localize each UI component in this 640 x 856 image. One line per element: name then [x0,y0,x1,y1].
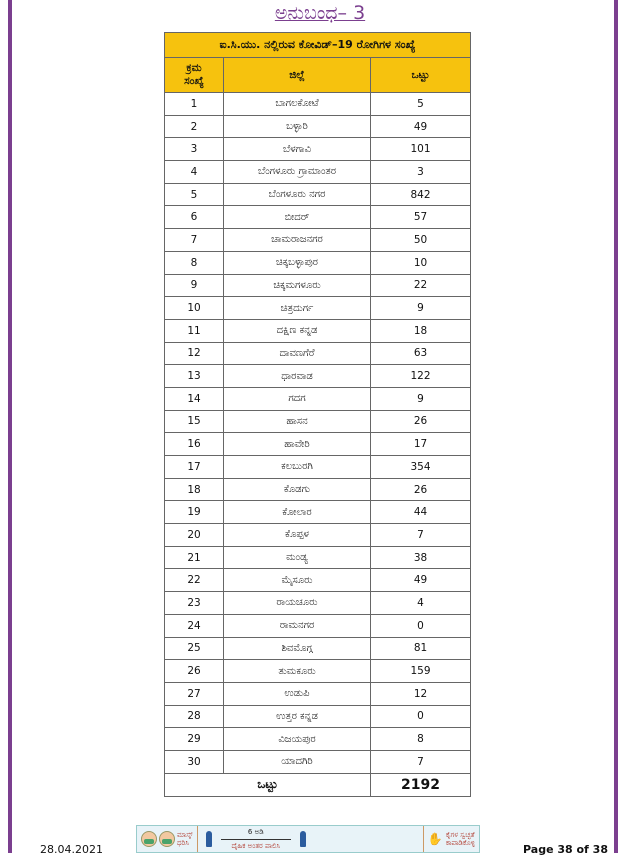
table-row [165,478,471,501]
header-serial-line2: ಸಂಖ್ಯೆ [184,75,204,87]
district-cell: ವಿಜಯಪುರ [224,728,371,751]
count-cell: 10 [371,251,471,274]
serial-cell: 6 [165,206,224,229]
district-cell: ಹಾವೇರಿ [224,433,371,456]
header-serial-line1: ಕ್ರಮ [186,62,202,74]
serial-cell: 14 [165,387,224,410]
district-cell: ಬೆಂಗಳೂರು ಗ್ರಾಮಾಂತರ [224,161,371,184]
serial-cell: 12 [165,342,224,365]
district-cell: ಶಿವಮೊಗ್ಗ [224,637,371,660]
table-row [165,115,471,138]
serial-cell: 13 [165,365,224,388]
district-cell: ದಕ್ಷಿಣ ಕನ್ನಡ [224,319,371,342]
district-cell: ಚಾಮರಾಜನಗರ [224,229,371,252]
district-cell: ರಾಮನಗರ [224,614,371,637]
person-icon [206,831,212,847]
count-cell: 49 [371,115,471,138]
count-cell: 9 [371,297,471,320]
footer-page-number [523,843,608,856]
table-row [165,161,471,184]
annex-title: ಅನುಬಂಧ– 3 [274,2,366,24]
table-row [165,728,471,751]
district-cell: ಗದಗ [224,387,371,410]
count-cell: 22 [371,274,471,297]
table-row [165,682,471,705]
wash-segment [423,826,479,852]
header-district: ಜಿಲ್ಲೆ [224,58,371,93]
serial-cell: 23 [165,592,224,615]
table-row [165,342,471,365]
count-cell: 0 [371,705,471,728]
serial-cell: 20 [165,524,224,547]
serial-cell: 17 [165,456,224,479]
district-cell: ಕೋಲಾರ [224,501,371,524]
district-cell: ರಾಯಚೂರು [224,592,371,615]
total-label: ಒಟ್ಟು [165,773,371,796]
serial-cell: 21 [165,546,224,569]
distance-value: 6 ಅಡಿ [247,827,264,836]
district-cell: ಬಳ್ಳಾರಿ [224,115,371,138]
district-cell: ಕೊಡಗು [224,478,371,501]
masked-face-icon [141,831,157,847]
table-title: ಐ.ಸಿ.ಯು. ನಲ್ಲಿರುವ ಕೋವಿಡ್–19 ರೋಗಿಗಳ ಸಂಖ್ಯೆ [165,33,471,58]
count-cell: 12 [371,682,471,705]
district-cell: ಉತ್ತರ ಕನ್ನಡ [224,705,371,728]
district-cell: ಮೈಸೂರು [224,569,371,592]
count-cell: 4 [371,592,471,615]
district-cell: ಕಲಬುರಗಿ [224,456,371,479]
serial-cell: 1 [165,93,224,116]
district-cell: ಬೆಂಗಳೂರು ನಗರ [224,183,371,206]
table-row [165,297,471,320]
masked-face-icon [159,831,175,847]
table-row [165,138,471,161]
table-body [165,93,471,774]
mask-segment [137,826,197,852]
header-serial [165,58,224,93]
district-cell: ಯಾದಗಿರಿ [224,750,371,773]
serial-cell: 16 [165,433,224,456]
serial-cell: 29 [165,728,224,751]
count-cell: 44 [371,501,471,524]
table-row [165,592,471,615]
district-cell: ಬಾಗಲಕೋಟೆ [224,93,371,116]
table-row [165,501,471,524]
serial-cell: 2 [165,115,224,138]
total-value: 2192 [371,773,471,796]
footer-date: 28.04.2021 [40,843,103,856]
wash-text-2: ಕಾಪಾಡಿಕೊಳ್ಳಿ [445,839,475,847]
table-row [165,365,471,388]
table-row [165,750,471,773]
count-cell: 63 [371,342,471,365]
table-row [165,319,471,342]
distance-segment [197,826,423,852]
footer-page-text: Page 38 of 38 [523,843,608,856]
count-cell: 8 [371,728,471,751]
serial-cell: 9 [165,274,224,297]
district-cell: ಚಿಕ್ಕಬಳ್ಳಾಪುರ [224,251,371,274]
district-cell: ಮಂಡ್ಯ [224,546,371,569]
table-row [165,524,471,547]
table-row [165,660,471,683]
serial-cell: 25 [165,637,224,660]
wash-text-1: ಕೈಗಳ ಸ್ವಚ್ಛತೆ [445,831,475,839]
table-row [165,251,471,274]
count-cell: 9 [371,387,471,410]
table-row [165,456,471,479]
district-cell: ಧಾರವಾಡ [224,365,371,388]
count-cell: 7 [371,524,471,547]
serial-cell: 24 [165,614,224,637]
count-cell: 81 [371,637,471,660]
count-cell: 0 [371,614,471,637]
header-total: ಒಟ್ಟು [371,58,471,93]
district-cell: ಚಿತ್ರದುರ್ಗ [224,297,371,320]
district-cell: ಹಾಸನ [224,410,371,433]
district-cell: ಚಿಕ್ಕಮಗಳೂರು [224,274,371,297]
count-cell: 38 [371,546,471,569]
table-row [165,569,471,592]
district-cell: ದಾವಣಗೆರೆ [224,342,371,365]
table-row [165,546,471,569]
serial-cell: 30 [165,750,224,773]
mask-text-1: ಮಾಸ್ಕ್ [177,831,193,839]
count-cell: 842 [371,183,471,206]
table-row [165,229,471,252]
covid-awareness-banner [136,825,480,853]
serial-cell: 5 [165,183,224,206]
count-cell: 7 [371,750,471,773]
serial-cell: 26 [165,660,224,683]
count-cell: 26 [371,410,471,433]
serial-cell: 22 [165,569,224,592]
district-cell: ಬೆಳಗಾವಿ [224,138,371,161]
serial-cell: 10 [165,297,224,320]
serial-cell: 11 [165,319,224,342]
serial-cell: 3 [165,138,224,161]
district-cell: ಕೊಪ್ಪಳ [224,524,371,547]
table-row [165,705,471,728]
table-row [165,637,471,660]
arrow-line-icon [221,839,291,840]
distance-text: ದೈಹಿಕ ಅಂತರ ಪಾಲಿಸಿ [231,841,281,850]
count-cell: 57 [371,206,471,229]
count-cell: 49 [371,569,471,592]
serial-cell: 7 [165,229,224,252]
person-icon [300,831,306,847]
count-cell: 17 [371,433,471,456]
district-cell: ಬೀದರ್ [224,206,371,229]
count-cell: 26 [371,478,471,501]
table-row [165,183,471,206]
table-row [165,614,471,637]
count-cell: 5 [371,93,471,116]
table-row [165,410,471,433]
mask-text-2: ಧರಿಸಿ [177,839,189,847]
serial-cell: 27 [165,682,224,705]
count-cell: 50 [371,229,471,252]
district-cell: ತುಮಕೂರು [224,660,371,683]
icu-patients-table [164,32,471,797]
serial-cell: 15 [165,410,224,433]
table-row [165,387,471,410]
table-row [165,274,471,297]
hand-wash-icon: ✋ [427,832,443,846]
serial-cell: 28 [165,705,224,728]
count-cell: 354 [371,456,471,479]
count-cell: 122 [371,365,471,388]
count-cell: 3 [371,161,471,184]
count-cell: 159 [371,660,471,683]
count-cell: 101 [371,138,471,161]
table-row [165,206,471,229]
district-cell: ಉಡುಪಿ [224,682,371,705]
serial-cell: 18 [165,478,224,501]
serial-cell: 8 [165,251,224,274]
serial-cell: 19 [165,501,224,524]
count-cell: 18 [371,319,471,342]
serial-cell: 4 [165,161,224,184]
table-row [165,433,471,456]
table-row [165,93,471,116]
